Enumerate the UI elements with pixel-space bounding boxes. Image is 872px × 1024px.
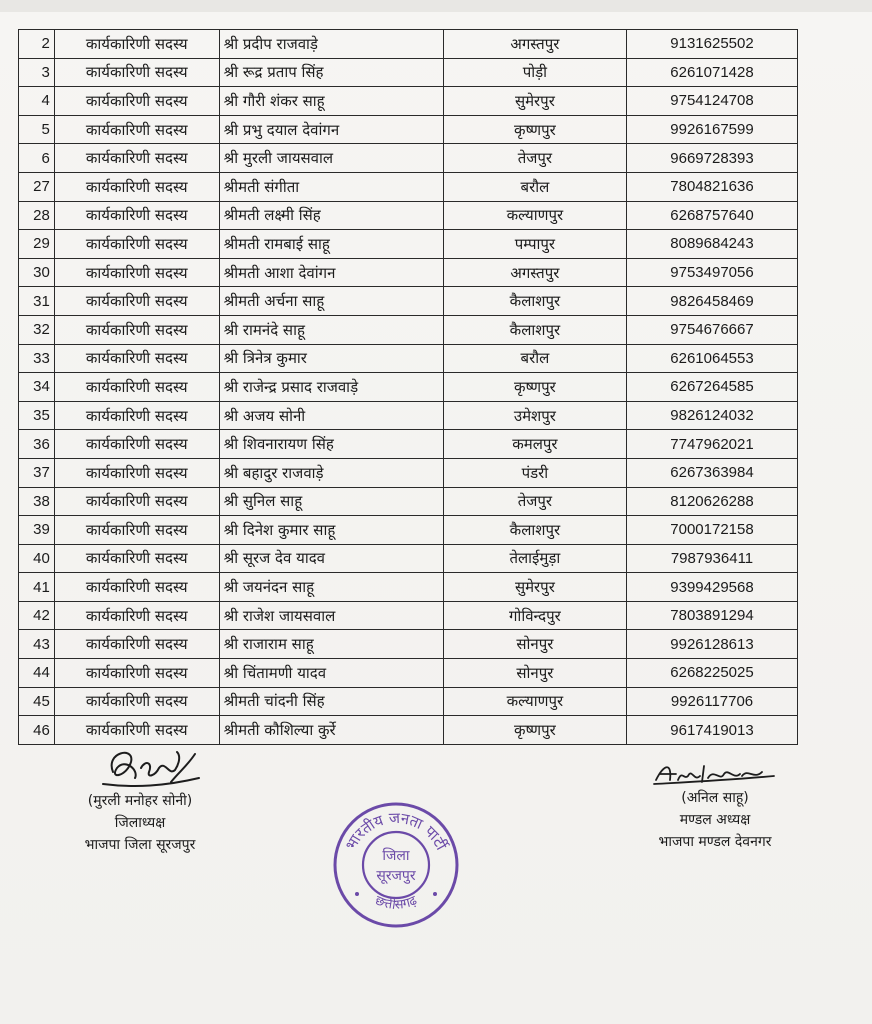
place-cell: सोनपुर (443, 630, 626, 659)
serial-number-cell: 34 (19, 373, 55, 402)
table-row (19, 573, 798, 602)
place-cell: कमलपुर (443, 430, 626, 459)
table-row (19, 258, 798, 287)
post-cell: कार्यकारिणी सदस्य (54, 30, 219, 59)
member-name-cell: श्री मुरली जायसवाल (219, 144, 443, 173)
place-cell: कृष्णपुर (443, 373, 626, 402)
member-name-cell: श्री सुनिल साहू (219, 487, 443, 516)
member-name-cell: श्री प्रदीप राजवाड़े (219, 30, 443, 59)
place-cell: पम्पापुर (443, 230, 626, 259)
table-row (19, 401, 798, 430)
table-row (19, 601, 798, 630)
serial-number-cell: 6 (19, 144, 55, 173)
table-row (19, 58, 798, 87)
serial-number-cell: 43 (19, 630, 55, 659)
place-cell: कैलाशपुर (443, 516, 626, 545)
post-cell: कार्यकारिणी सदस्य (54, 687, 219, 716)
member-name-cell: श्री राजेश जायसवाल (219, 601, 443, 630)
phone-number-cell: 6261064553 (627, 344, 798, 373)
phone-number-cell: 7804821636 (627, 172, 798, 201)
post-cell: कार्यकारिणी सदस्य (54, 659, 219, 688)
phone-number-cell: 8089684243 (627, 230, 798, 259)
page-top-edge (0, 0, 872, 12)
serial-number-cell: 33 (19, 344, 55, 373)
place-cell: तेलाईमुड़ा (443, 544, 626, 573)
post-cell: कार्यकारिणी सदस्य (54, 487, 219, 516)
member-name-cell: श्रीमती अर्चना साहू (219, 287, 443, 316)
place-cell: गोविन्दपुर (443, 601, 626, 630)
post-cell: कार्यकारिणी सदस्य (54, 201, 219, 230)
place-cell: पंडरी (443, 458, 626, 487)
phone-number-cell: 6268225025 (627, 659, 798, 688)
member-name-cell: श्रीमती संगीता (219, 172, 443, 201)
serial-number-cell: 3 (19, 58, 55, 87)
post-cell: कार्यकारिणी सदस्य (54, 287, 219, 316)
phone-number-cell: 9754124708 (627, 87, 798, 116)
post-cell: कार्यकारिणी सदस्य (54, 573, 219, 602)
place-cell: अगस्तपुर (443, 30, 626, 59)
member-name-cell: श्री दिनेश कुमार साहू (219, 516, 443, 545)
member-name-cell: श्रीमती चांदनी सिंह (219, 687, 443, 716)
signatory-right-designation: मण्डल अध्यक्ष (679, 812, 751, 828)
members-table (18, 29, 798, 745)
post-cell: कार्यकारिणी सदस्य (54, 630, 219, 659)
serial-number-cell: 44 (19, 659, 55, 688)
serial-number-cell: 27 (19, 172, 55, 201)
phone-number-cell: 7000172158 (627, 516, 798, 545)
phone-number-cell: 6268757640 (627, 201, 798, 230)
table-row (19, 458, 798, 487)
post-cell: कार्यकारिणी सदस्य (54, 458, 219, 487)
serial-number-cell: 39 (19, 516, 55, 545)
serial-number-cell: 28 (19, 201, 55, 230)
signatory-left-block (60, 740, 220, 856)
signatory-right-block (630, 757, 800, 853)
table-row (19, 687, 798, 716)
members-table-body (19, 30, 798, 745)
serial-number-cell: 45 (19, 687, 55, 716)
serial-number-cell: 35 (19, 401, 55, 430)
seal-bottom-text: छत्तीसगढ़ (372, 893, 420, 914)
phone-number-cell: 6261071428 (627, 58, 798, 87)
table-row (19, 630, 798, 659)
seal-outer-text: भारतीय जनता पार्टी (341, 808, 451, 854)
member-name-cell: श्रीमती रामबाई साहू (219, 230, 443, 259)
serial-number-cell: 30 (19, 258, 55, 287)
signatory-right-org: भाजपा मण्डल देवनगर (658, 834, 772, 850)
place-cell: तेजपुर (443, 487, 626, 516)
member-name-cell: श्री शिवनारायण सिंह (219, 430, 443, 459)
phone-number-cell: 7987936411 (627, 544, 798, 573)
serial-number-cell: 31 (19, 287, 55, 316)
member-name-cell: श्रीमती कौशिल्या कुर्रे (219, 716, 443, 745)
place-cell: कृष्णपुर (443, 115, 626, 144)
post-cell: कार्यकारिणी सदस्य (54, 516, 219, 545)
place-cell: कैलाशपुर (443, 287, 626, 316)
place-cell: कल्याणपुर (443, 687, 626, 716)
signatory-left-name: (मुरली मनोहर सोनी) (87, 793, 193, 809)
place-cell: उमेशपुर (443, 401, 626, 430)
member-name-cell: श्री गौरी शंकर साहू (219, 87, 443, 116)
post-cell: कार्यकारिणी सदस्य (54, 373, 219, 402)
serial-number-cell: 40 (19, 544, 55, 573)
post-cell: कार्यकारिणी सदस्य (54, 230, 219, 259)
signatory-left-designation: जिलाध्यक्ष (114, 815, 166, 831)
table-row (19, 315, 798, 344)
serial-number-cell: 4 (19, 87, 55, 116)
place-cell: सुमेरपुर (443, 573, 626, 602)
member-name-cell: श्री जयनंदन साहू (219, 573, 443, 602)
serial-number-cell: 41 (19, 573, 55, 602)
phone-number-cell: 6267264585 (627, 373, 798, 402)
phone-number-cell: 8120626288 (627, 487, 798, 516)
signatory-left-org: भाजपा जिला सूरजपुर (84, 837, 196, 853)
post-cell: कार्यकारिणी सदस्य (54, 401, 219, 430)
party-seal (331, 800, 461, 930)
table-row (19, 373, 798, 402)
member-name-cell: श्री बहादुर राजवाड़े (219, 458, 443, 487)
table-row (19, 115, 798, 144)
member-name-cell: श्री त्रिनेत्र कुमार (219, 344, 443, 373)
phone-number-cell: 9826458469 (627, 287, 798, 316)
post-cell: कार्यकारिणी सदस्य (54, 601, 219, 630)
serial-number-cell: 37 (19, 458, 55, 487)
table-row (19, 230, 798, 259)
place-cell: अगस्तपुर (443, 258, 626, 287)
serial-number-cell: 36 (19, 430, 55, 459)
post-cell: कार्यकारिणी सदस्य (54, 58, 219, 87)
place-cell: बरौल (443, 172, 626, 201)
member-name-cell: श्री राजाराम साहू (219, 630, 443, 659)
phone-number-cell: 7747962021 (627, 430, 798, 459)
phone-number-cell: 9926167599 (627, 115, 798, 144)
post-cell: कार्यकारिणी सदस्य (54, 430, 219, 459)
place-cell: सुमेरपुर (443, 87, 626, 116)
table-row (19, 144, 798, 173)
member-name-cell: श्रीमती लक्ष्मी सिंह (219, 201, 443, 230)
place-cell: पोड़ी (443, 58, 626, 87)
table-row (19, 344, 798, 373)
place-cell: कैलाशपुर (443, 315, 626, 344)
table-row (19, 544, 798, 573)
serial-number-cell: 2 (19, 30, 55, 59)
place-cell: तेजपुर (443, 144, 626, 173)
post-cell: कार्यकारिणी सदस्य (54, 344, 219, 373)
serial-number-cell: 42 (19, 601, 55, 630)
serial-number-cell: 32 (19, 315, 55, 344)
phone-number-cell: 9131625502 (627, 30, 798, 59)
serial-number-cell: 38 (19, 487, 55, 516)
phone-number-cell: 9753497056 (627, 258, 798, 287)
place-cell: कृष्णपुर (443, 716, 626, 745)
table-row (19, 87, 798, 116)
seal-dot-right (433, 892, 437, 896)
table-row (19, 487, 798, 516)
phone-number-cell: 9754676667 (627, 315, 798, 344)
phone-number-cell: 7803891294 (627, 601, 798, 630)
phone-number-cell: 9926117706 (627, 687, 798, 716)
phone-number-cell: 9826124032 (627, 401, 798, 430)
serial-number-cell: 29 (19, 230, 55, 259)
member-name-cell: श्री रामनंदे साहू (219, 315, 443, 344)
table-row (19, 172, 798, 201)
seal-center-line2: सूरजपुर (376, 868, 416, 884)
serial-number-cell: 5 (19, 115, 55, 144)
post-cell: कार्यकारिणी सदस्य (54, 172, 219, 201)
table-row (19, 201, 798, 230)
member-name-cell: श्रीमती आशा देवांगन (219, 258, 443, 287)
member-name-cell: श्री चिंतामणी यादव (219, 659, 443, 688)
member-name-cell: श्री राजेन्द्र प्रसाद राजवाड़े (219, 373, 443, 402)
post-cell: कार्यकारिणी सदस्य (54, 544, 219, 573)
place-cell: कल्याणपुर (443, 201, 626, 230)
table-row (19, 659, 798, 688)
table-row (19, 30, 798, 59)
seal-dot-left (355, 892, 359, 896)
phone-number-cell: 9399429568 (627, 573, 798, 602)
table-row (19, 516, 798, 545)
post-cell: कार्यकारिणी सदस्य (54, 258, 219, 287)
post-cell: कार्यकारिणी सदस्य (54, 144, 219, 173)
member-name-cell: श्री रूद्र प्रताप सिंह (219, 58, 443, 87)
seal-center-line1: जिला (382, 848, 410, 864)
post-cell: कार्यकारिणी सदस्य (54, 716, 219, 745)
place-cell: बरौल (443, 344, 626, 373)
phone-number-cell: 9669728393 (627, 144, 798, 173)
table-row (19, 430, 798, 459)
seal-inner-ring (363, 832, 429, 898)
post-cell: कार्यकारिणी सदस्य (54, 115, 219, 144)
signatory-right-name: (अनिल साहू) (681, 790, 749, 806)
member-name-cell: श्री सूरज देव यादव (219, 544, 443, 573)
member-name-cell: श्री अजय सोनी (219, 401, 443, 430)
member-name-cell: श्री प्रभु दयाल देवांगन (219, 115, 443, 144)
serial-number-cell: 46 (19, 716, 55, 745)
phone-number-cell: 6267363984 (627, 458, 798, 487)
table-row (19, 287, 798, 316)
phone-number-cell: 9617419013 (627, 716, 798, 745)
post-cell: कार्यकारिणी सदस्य (54, 315, 219, 344)
place-cell: सोनपुर (443, 659, 626, 688)
phone-number-cell: 9926128613 (627, 630, 798, 659)
post-cell: कार्यकारिणी सदस्य (54, 87, 219, 116)
